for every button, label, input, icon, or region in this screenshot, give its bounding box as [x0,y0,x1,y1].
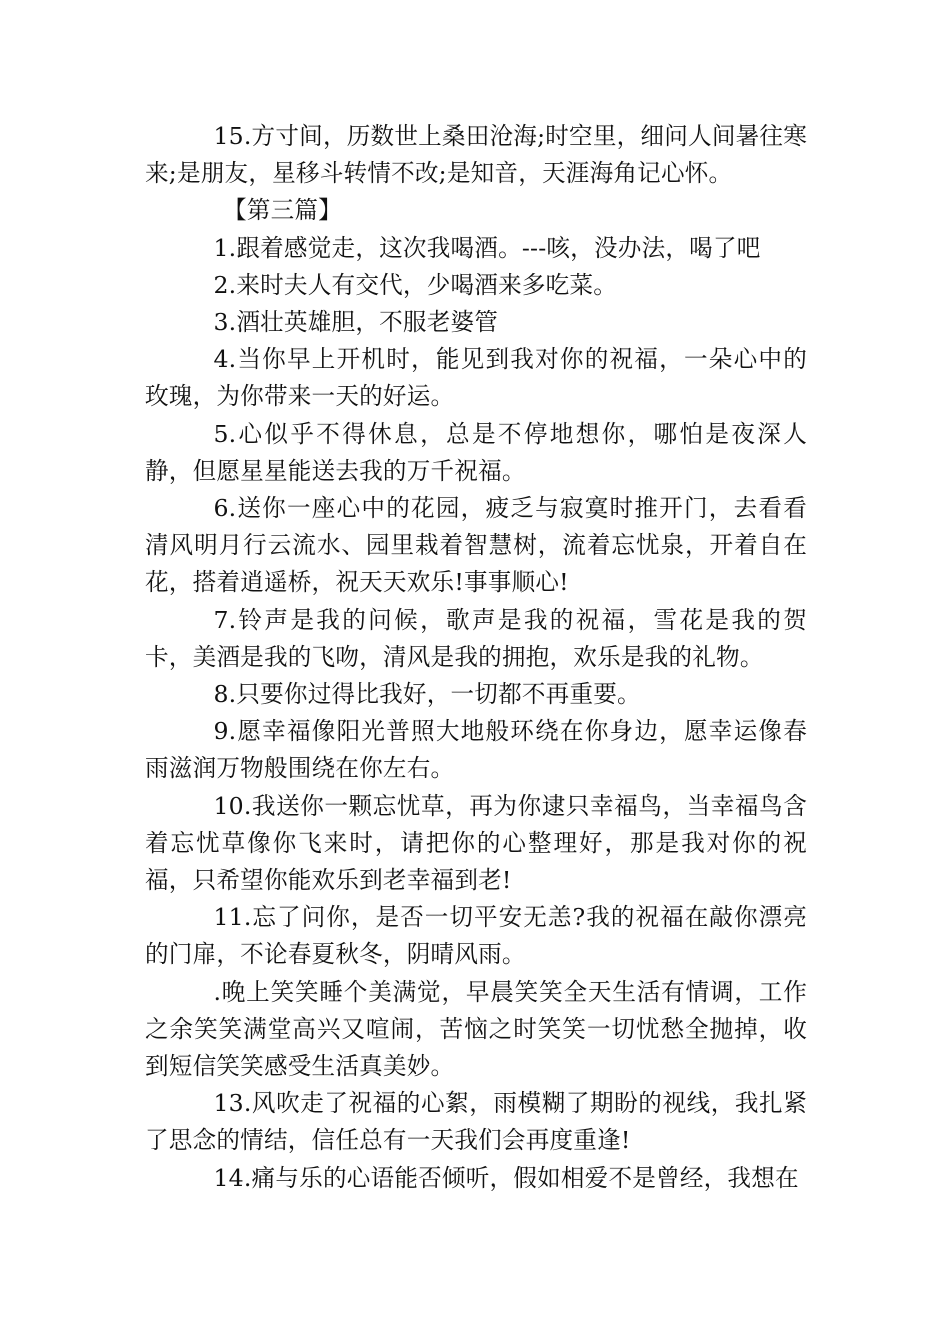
paragraph-12: .晚上笑笑睡个美满觉，早晨笑笑全天生活有情调，工作之余笑笑满堂高兴又喧闹，苦恼之时笑笑一切忧愁全抛掉，收到短信笑笑感受生活真美妙。 [145,977,807,1081]
document-body [145,118,807,1197]
paragraph-3: 3.酒壮英雄胆，不服老婆管 [213,308,499,337]
paragraph-2: 2.来时夫人有交代，少喝酒来多吃菜。 [213,270,618,299]
paragraph-5: 5.心似乎不得休息，总是不停地想你，哪怕是夜深人静，但愿星星能送去我的万千祝福。 [145,419,807,485]
paragraph-9: 9.愿幸福像阳光普照大地般环绕在你身边，愿幸运像春雨滋润万物般围绕在你左右。 [145,717,807,783]
paragraph-11: 11.忘了问你，是否一切平安无恙?我的祝福在敲你漂亮的门扉，不论春夏秋冬，阴晴风雨。 [145,903,807,969]
paragraph-10: 10.我送你一颗忘忧草，再为你逮只幸福鸟，当幸福鸟含着忘忧草像你飞来时，请把你的心整理好，那是我对你的祝福，只希望你能欢乐到老幸福到老! [145,791,807,895]
paragraph-15: 15.方寸间，历数世上桑田沧海;时空里，细问人间暑往寒来;是朋友，星移斗转情不改;是知音，天涯海角记心怀。 [145,122,807,188]
paragraph-6: 6.送你一座心中的花园，疲乏与寂寞时推开门，去看看清风明月行云流水、园里栽着智慧树，流着忘忧泉，开着自在花，搭着逍遥桥，祝天天欢乐!事事顺心! [145,494,807,597]
section-heading: 【第三篇】 [223,196,342,225]
paragraph-4: 4.当你早上开机时，能见到我对你的祝福，一朵心中的玫瑰，为你带来一天的好运。 [145,345,807,411]
paragraph-14: 14.痛与乐的心语能否倾听，假如相爱不是曾经，我想在 [213,1163,799,1192]
paragraph-13: 13.风吹走了祝福的心絮，雨模糊了期盼的视线，我扎紧了思念的情结，信任总有一天我们会再度重逢! [145,1089,807,1155]
paragraph-1: 1.跟着感觉走，这次我喝酒。---咳，没办法，喝了吧 [213,233,761,262]
paragraph-8: 8.只要你过得比我好，一切都不再重要。 [213,680,641,709]
paragraph-7: 7.铃声是我的问候，歌声是我的祝福，雪花是我的贺卡，美酒是我的飞吻，清风是我的拥抱，欢乐是我的礼物。 [145,605,807,671]
